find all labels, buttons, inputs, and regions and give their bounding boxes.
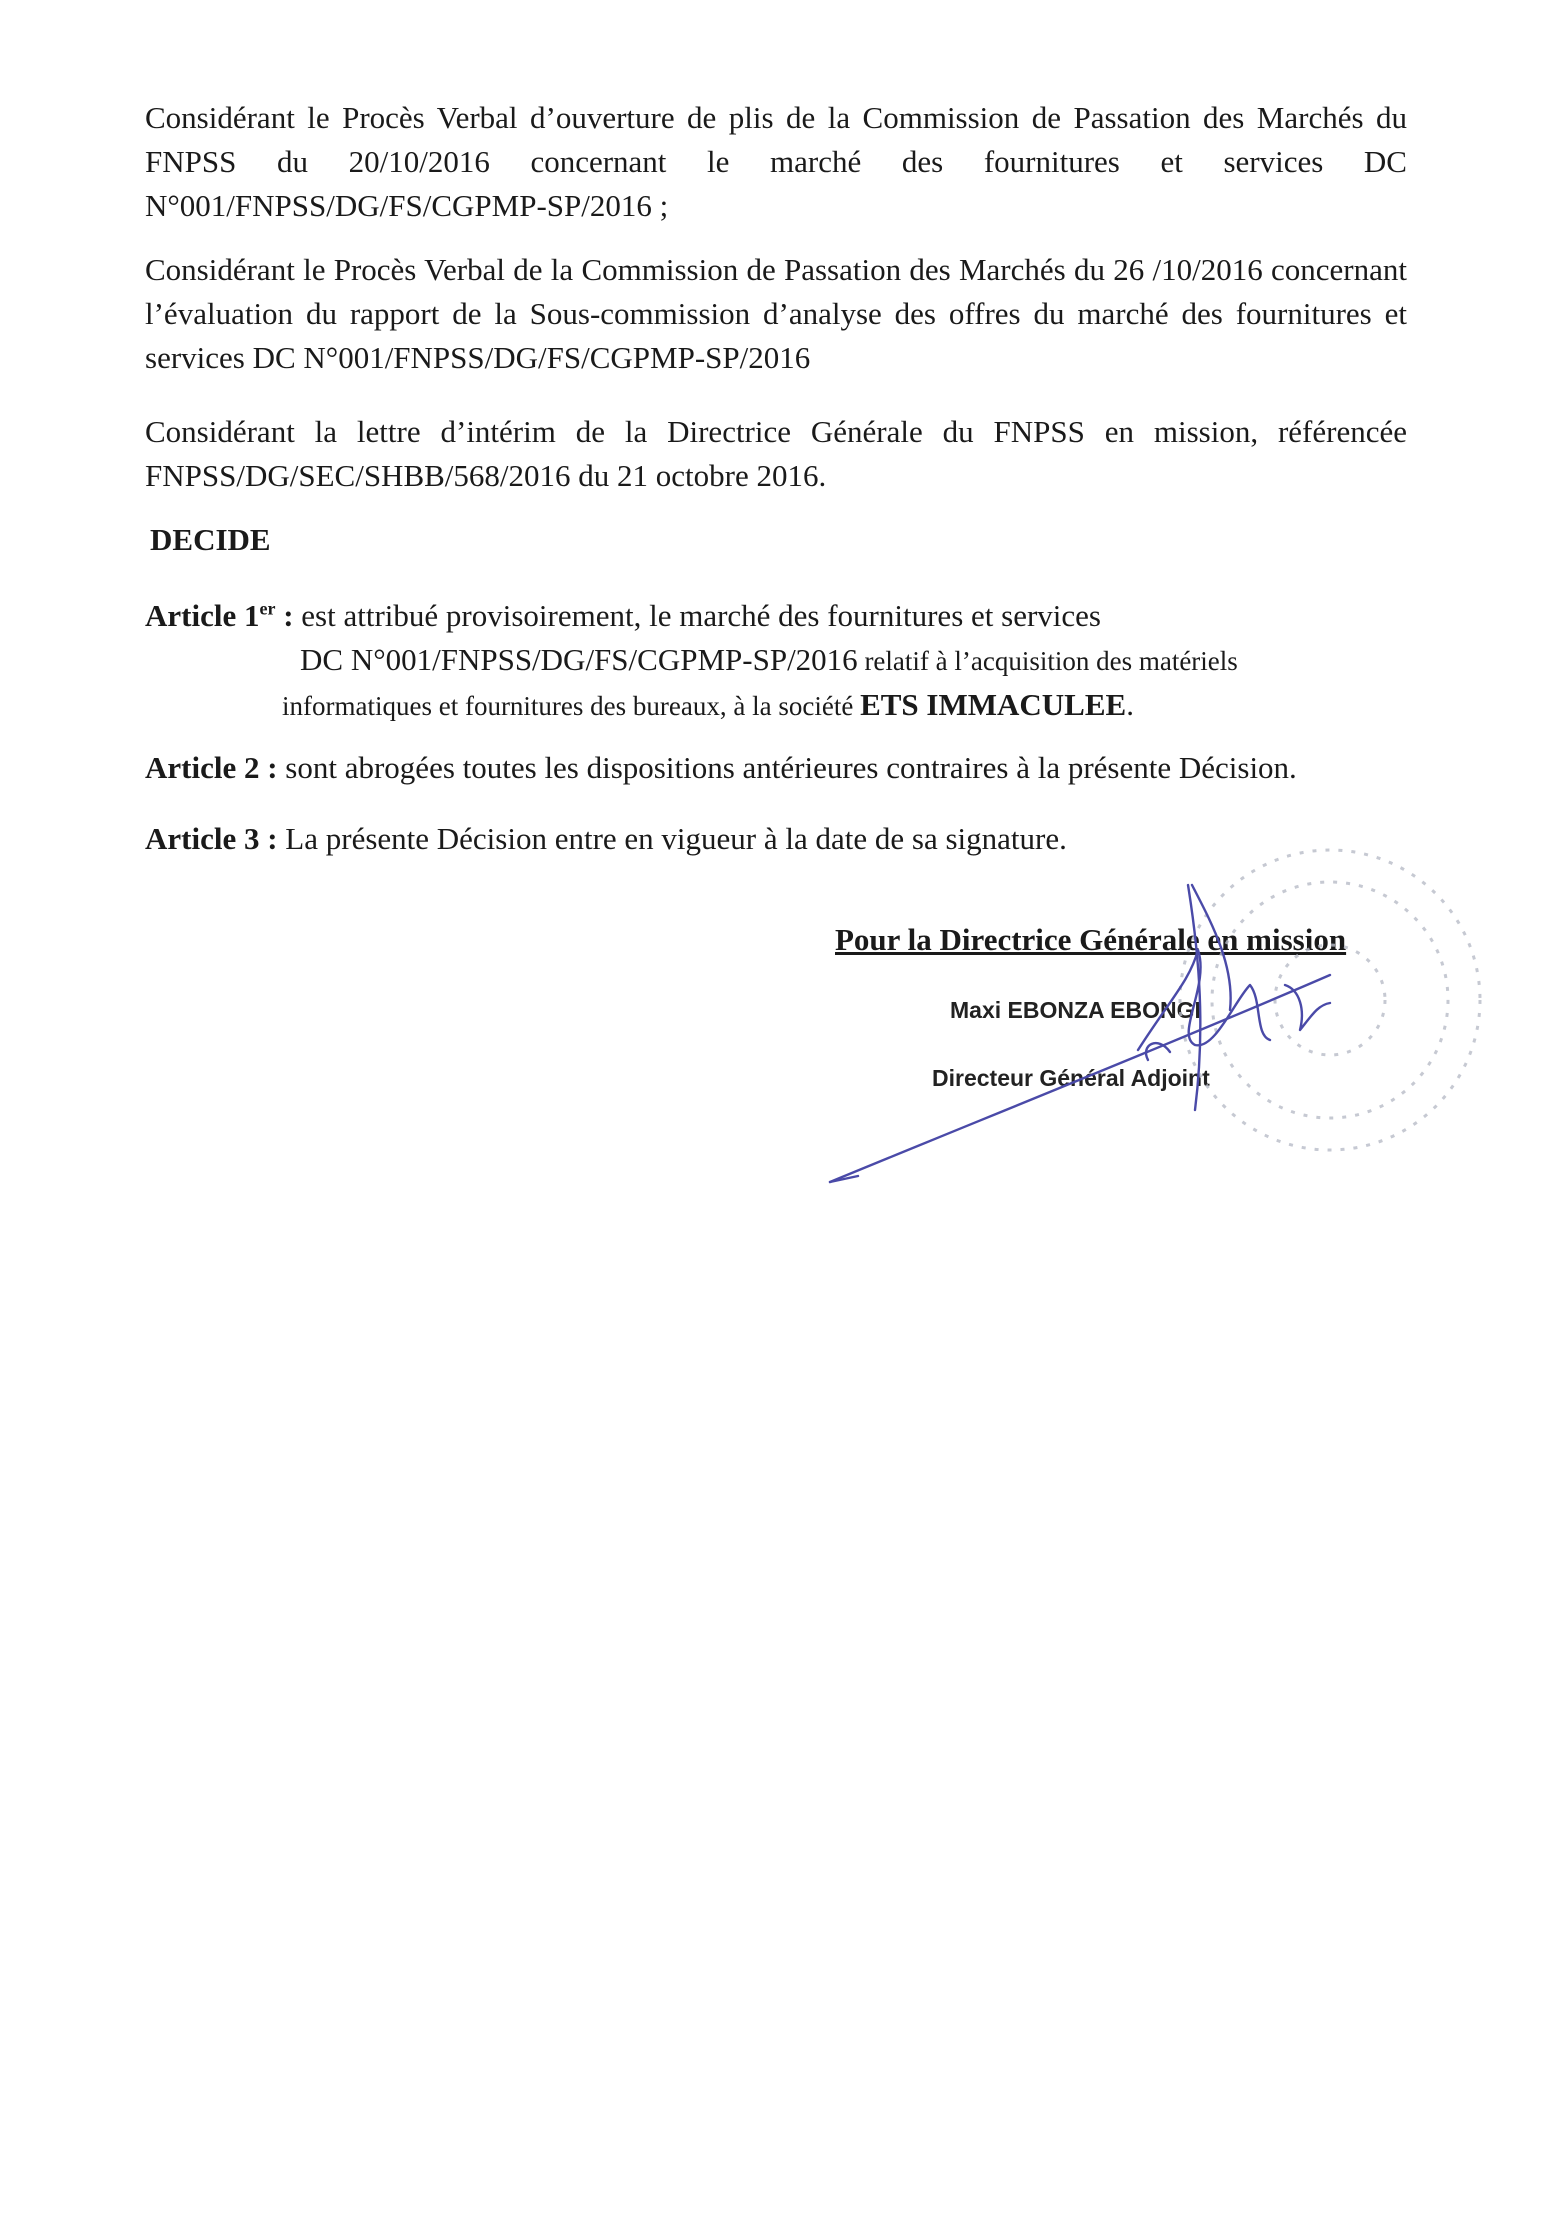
official-stamp (1180, 850, 1480, 1150)
article-1-colon: : (275, 598, 294, 633)
company-name: ETS IMMACULEE (860, 687, 1127, 722)
article-1-line2: relatif à l’acquisition des matériels (857, 646, 1238, 676)
article-1-line3: informatiques et fournitures des bureaux, à la société (282, 691, 861, 721)
article-1-reference: DC N°001/FNPSS/DG/FS/CGPMP-SP/2016 (300, 642, 858, 677)
article-2-text: sont abrogées toutes les dispositions antérieures contraires à la présente Décision. (277, 750, 1297, 785)
article-1-line1: est attribué provisoirement, le marché des fournitures et services (293, 598, 1101, 633)
signature-title: Pour la Directrice Générale en mission (835, 922, 1347, 957)
article-3-label: Article 3 : (145, 821, 278, 856)
handwritten-signature (830, 885, 1330, 1182)
paragraph-considerant-2: Considérant le Procès Verbal de la Commission de Passation des Marchés du 26 /10/2016 concernant l’évaluation du rapport de la Sous-commission d’analyse des offres du marché des fournitures et services DC N°001/FNPSS/DG/FS/CGPMP-SP/2016 (145, 252, 1407, 375)
article-2-label: Article 2 : (145, 750, 278, 785)
article-1-sup: er (259, 598, 276, 619)
article-1-end: . (1126, 687, 1134, 722)
article-1-label: Article 1 (145, 598, 260, 633)
signatory-name: Maxi EBONZA EBONGI (950, 997, 1201, 1023)
paragraph-considerant-3: Considérant la lettre d’intérim de la Directrice Générale du FNPSS en mission, référencée FNPSS/DG/SEC/SHBB/568/2016 du 21 octobre 2016. (145, 414, 1407, 493)
article-3-text: La présente Décision entre en vigueur à la date de sa signature. (277, 821, 1067, 856)
signatory-role: Directeur Général Adjoint (932, 1065, 1210, 1091)
paragraph-considerant-1: Considérant le Procès Verbal d’ouverture de plis de la Commission de Passation des Marchés du FNPSS du 20/10/2016 concernant le marché des fournitures et services DC N°001/FNPSS/DG/FS/CGPMP-SP/2016 ; (145, 100, 1407, 223)
decide-heading: DECIDE (150, 522, 271, 557)
